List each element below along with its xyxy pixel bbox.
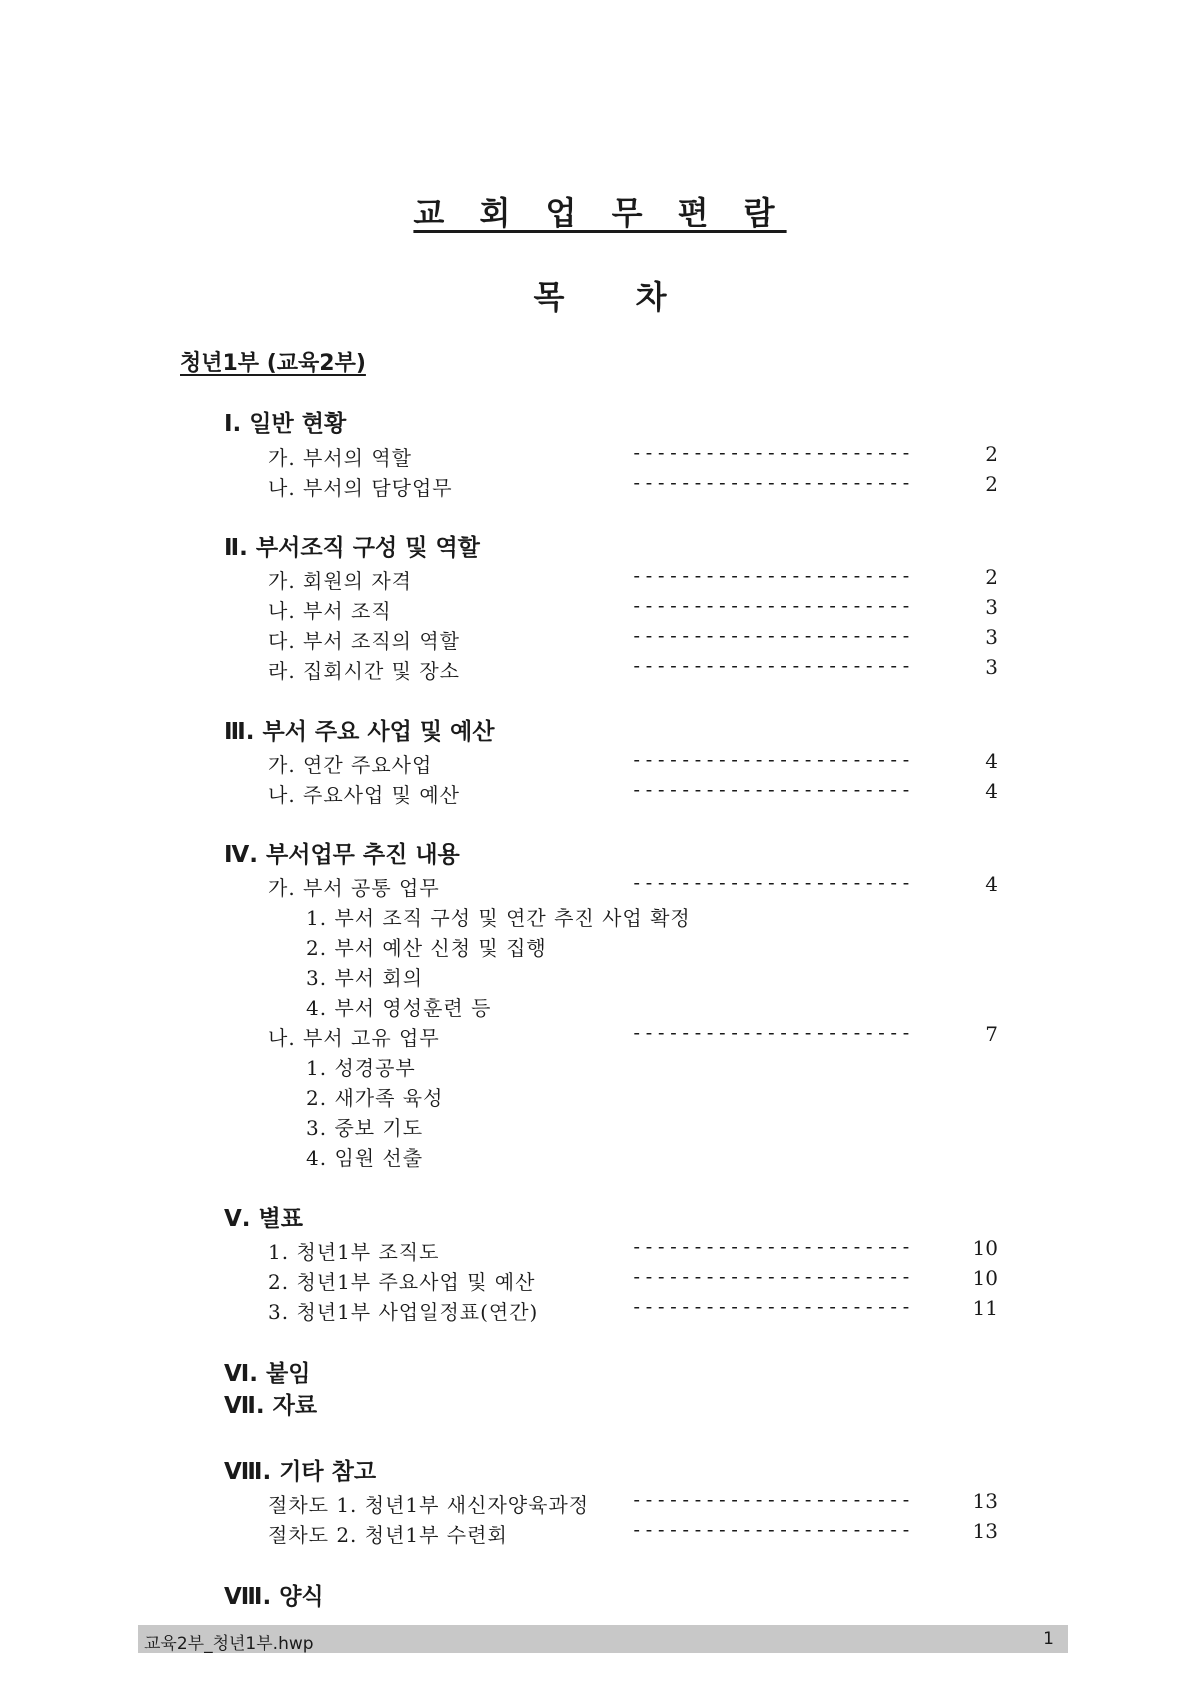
toc-entry-label: 3. 청년1부 사업일정표(연간) xyxy=(268,1300,539,1324)
toc-subentry-label: 2. 새가족 육성 xyxy=(306,1086,444,1110)
leader-dots: ----------------------- xyxy=(631,1236,913,1258)
toc-page-number: 2 xyxy=(985,472,998,496)
section-heading: Ⅱ. 부서조직 구성 및 역할 xyxy=(224,535,480,561)
toc-subentry-label: 3. 부서 회의 xyxy=(306,966,424,990)
toc-entry-label: 나. 주요사업 및 예산 xyxy=(268,783,460,807)
document-title: 교 회 업 무 편 람 xyxy=(413,194,787,232)
toc-entry[interactable] xyxy=(268,595,998,625)
toc-subentry-label: 1. 성경공부 xyxy=(306,1056,416,1080)
section-heading: Ⅴ. 별표 xyxy=(224,1206,303,1232)
leader-dots: ----------------------- xyxy=(631,779,913,801)
leader-dots: ----------------------- xyxy=(631,442,913,464)
toc-entry-label: 나. 부서의 담당업무 xyxy=(268,476,453,500)
toc-subentry-label: 4. 부서 영성훈련 등 xyxy=(306,996,492,1020)
leader-dots: ----------------------- xyxy=(631,565,913,587)
toc-entry-label: 나. 부서 고유 업무 xyxy=(268,1026,440,1050)
toc-subentry-label: 3. 중보 기도 xyxy=(306,1116,424,1140)
toc-entry[interactable] xyxy=(268,1266,998,1296)
leader-dots: ----------------------- xyxy=(631,1489,913,1511)
section-heading: Ⅲ. 부서 주요 사업 및 예산 xyxy=(224,719,495,745)
toc-entry[interactable] xyxy=(268,749,998,779)
leader-dots: ----------------------- xyxy=(631,655,913,677)
toc-entry-label: 가. 회원의 자격 xyxy=(268,569,412,593)
toc-page-number: 11 xyxy=(972,1296,998,1320)
toc-entry[interactable] xyxy=(268,1519,998,1549)
footer-filename: 교육2부_청년1부.hwp xyxy=(144,1634,314,1654)
section-heading: Ⅰ. 일반 현황 xyxy=(224,411,347,437)
leader-dots: ----------------------- xyxy=(631,1022,913,1044)
leader-dots: ----------------------- xyxy=(631,1296,913,1318)
toc-entry[interactable] xyxy=(268,1489,998,1519)
toc-entry-label: 절차도 1. 청년1부 새신자양육과정 xyxy=(268,1493,590,1517)
toc-entry-label: 나. 부서 조직 xyxy=(268,599,392,623)
leader-dots: ----------------------- xyxy=(631,1266,913,1288)
toc-page-number: 4 xyxy=(985,749,998,773)
toc-page-number: 10 xyxy=(972,1236,998,1260)
toc-subentry[interactable] xyxy=(306,992,1036,1022)
section-heading: Ⅷ. 기타 참고 xyxy=(224,1459,377,1485)
toc-subentry[interactable] xyxy=(306,1052,1036,1082)
toc-page-number: 3 xyxy=(985,655,998,679)
toc-page-number: 10 xyxy=(972,1266,998,1290)
toc-entry[interactable] xyxy=(268,442,998,472)
toc-entry[interactable] xyxy=(268,872,998,902)
toc-entry[interactable] xyxy=(268,779,998,809)
toc-entry-label: 절차도 2. 청년1부 수련회 xyxy=(268,1523,508,1547)
department-title: 청년1부 (교육2부) xyxy=(180,351,366,376)
toc-subentry[interactable] xyxy=(306,902,1036,932)
toc-page-number: 4 xyxy=(985,779,998,803)
toc-entry-label: 라. 집회시간 및 장소 xyxy=(268,659,460,683)
toc-subentry[interactable] xyxy=(306,962,1036,992)
toc-entry[interactable] xyxy=(268,1022,998,1052)
section-heading: Ⅳ. 부서업무 추진 내용 xyxy=(224,842,460,868)
toc-heading: 목 차 xyxy=(533,278,667,316)
toc-entry[interactable] xyxy=(268,565,998,595)
leader-dots: ----------------------- xyxy=(631,595,913,617)
toc-subentry[interactable] xyxy=(306,932,1036,962)
toc-entry[interactable] xyxy=(268,1236,998,1266)
toc-entry[interactable] xyxy=(268,1296,998,1326)
toc-page-number: 7 xyxy=(985,1022,998,1046)
toc-page-number: 4 xyxy=(985,872,998,896)
toc-subentry-label: 2. 부서 예산 신청 및 집행 xyxy=(306,936,547,960)
toc-page-number: 3 xyxy=(985,595,998,619)
leader-dots: ----------------------- xyxy=(631,1519,913,1541)
toc-entry-label: 다. 부서 조직의 역할 xyxy=(268,629,460,653)
toc-entry-label: 가. 부서 공통 업무 xyxy=(268,876,440,900)
toc-page-number: 13 xyxy=(972,1489,998,1513)
toc-page-number: 2 xyxy=(985,565,998,589)
toc-entry-label: 1. 청년1부 조직도 xyxy=(268,1240,440,1264)
page-footer xyxy=(138,1625,1068,1653)
toc-subentry-label: 1. 부서 조직 구성 및 연간 추진 사업 확정 xyxy=(306,906,691,930)
toc-entry-label: 가. 부서의 역할 xyxy=(268,446,412,470)
section-heading: Ⅶ. 자료 xyxy=(224,1393,318,1419)
leader-dots: ----------------------- xyxy=(631,749,913,771)
toc-subentry[interactable] xyxy=(306,1142,1036,1172)
toc-page-number: 2 xyxy=(985,442,998,466)
toc-page-number: 13 xyxy=(972,1519,998,1543)
toc-subentry-label: 4. 임원 선출 xyxy=(306,1146,424,1170)
toc-entry-label: 가. 연간 주요사업 xyxy=(268,753,433,777)
leader-dots: ----------------------- xyxy=(631,472,913,494)
toc-entry[interactable] xyxy=(268,472,998,502)
leader-dots: ----------------------- xyxy=(631,872,913,894)
leader-dots: ----------------------- xyxy=(631,625,913,647)
toc-entry[interactable] xyxy=(268,655,998,685)
toc-page-number: 3 xyxy=(985,625,998,649)
section-heading: Ⅵ. 붙임 xyxy=(224,1361,311,1387)
toc-entry-label: 2. 청년1부 주요사업 및 예산 xyxy=(268,1270,536,1294)
toc-subentry[interactable] xyxy=(306,1082,1036,1112)
toc-entry[interactable] xyxy=(268,625,998,655)
toc-subentry[interactable] xyxy=(306,1112,1036,1142)
footer-page-number: 1 xyxy=(1043,1629,1054,1649)
section-heading: Ⅷ. 양식 xyxy=(224,1584,324,1610)
